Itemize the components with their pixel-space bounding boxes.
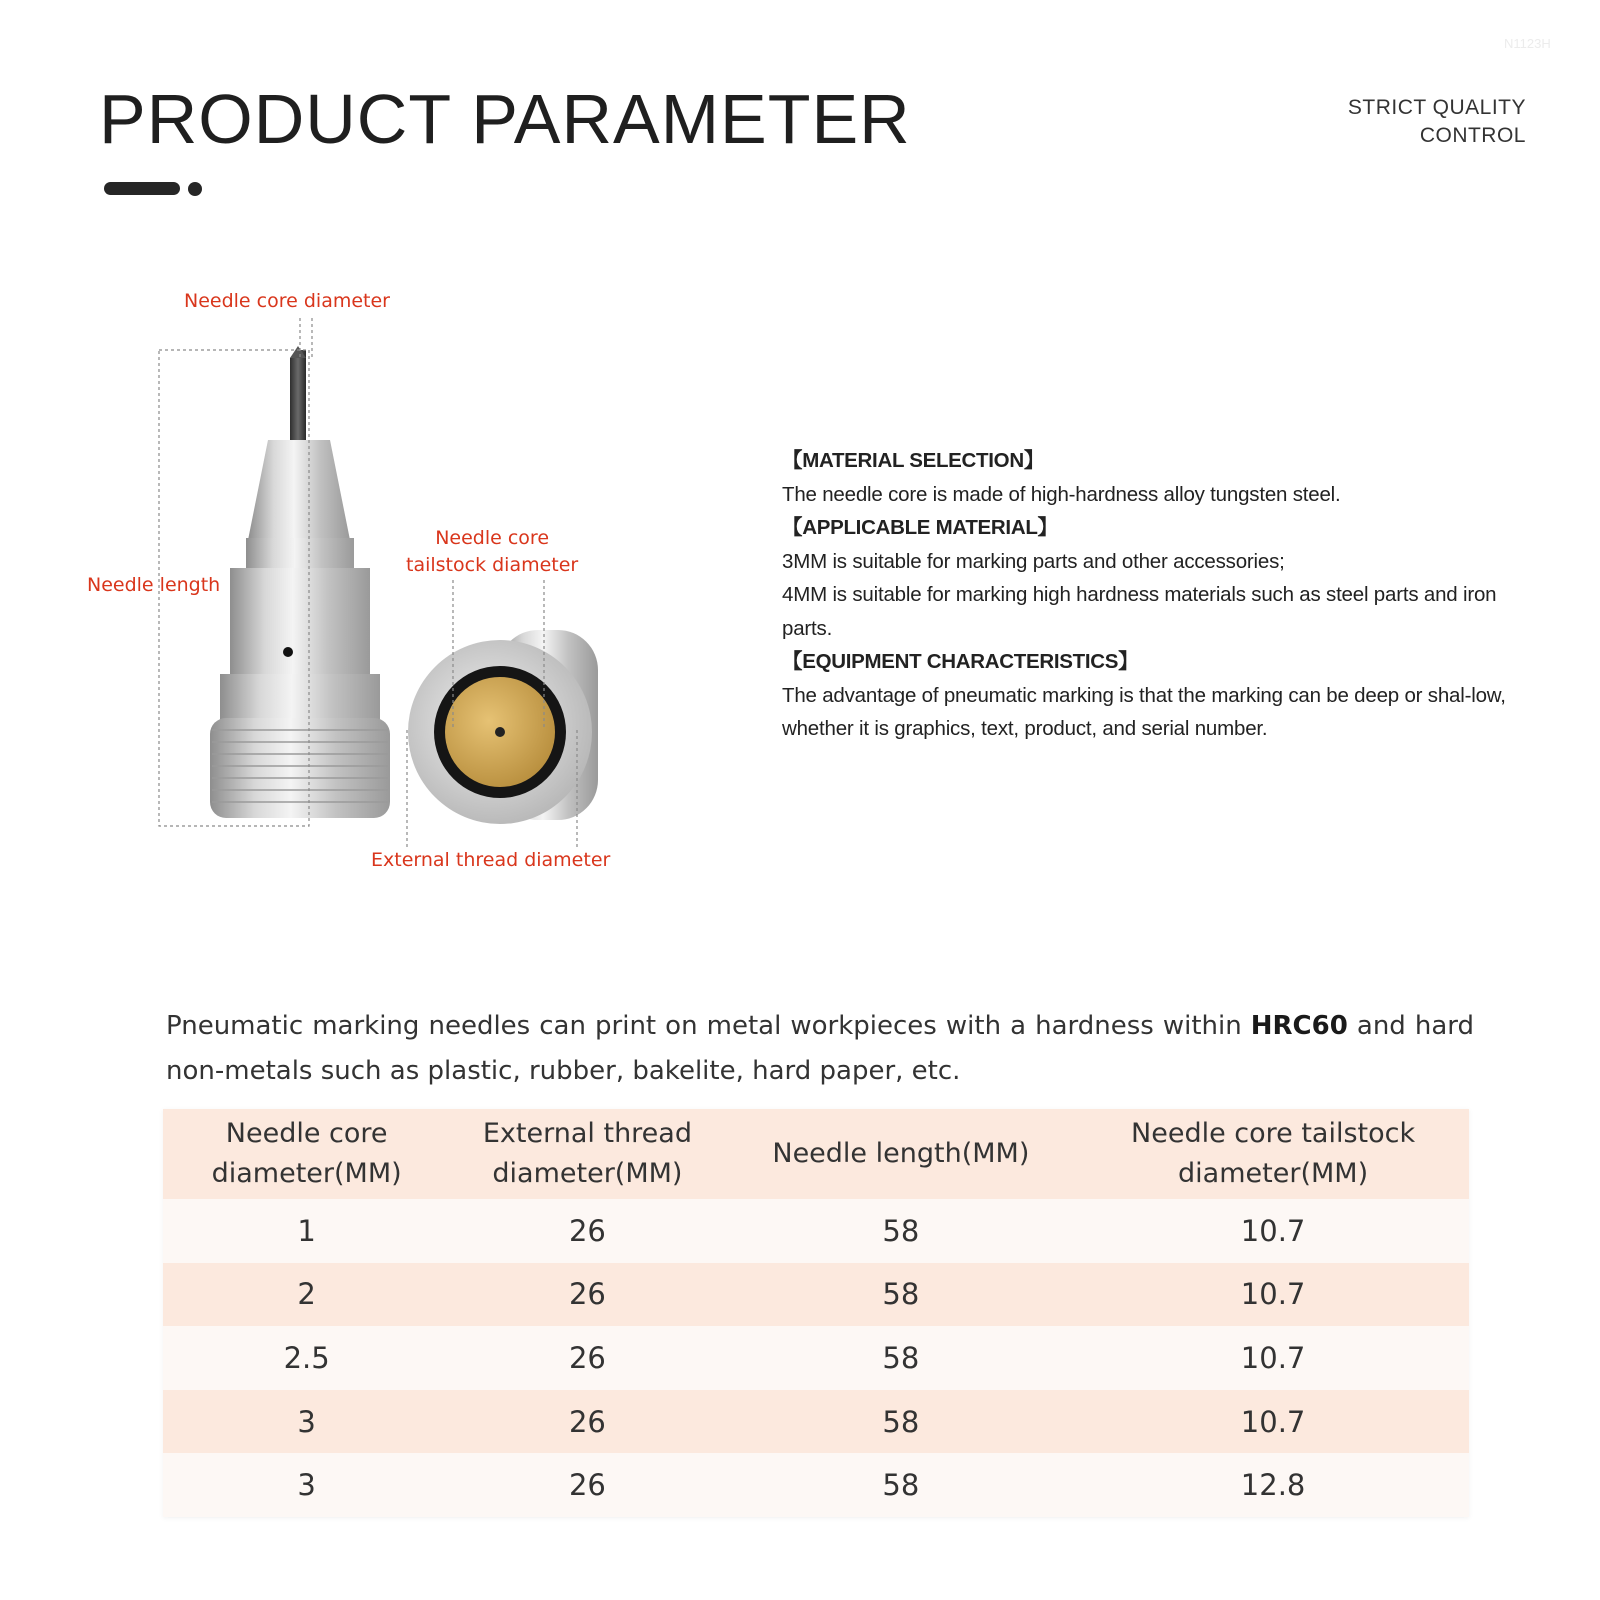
table-cell: 12.8 xyxy=(1240,1468,1306,1503)
table-cell: 10.7 xyxy=(1240,1213,1306,1248)
table-cell: 26 xyxy=(568,1340,606,1375)
table-cell: 26 xyxy=(568,1277,606,1312)
callout-tailstock-line-1: Needle core xyxy=(435,527,550,549)
heading-material-selection: 【MATERIAL SELECTION】 xyxy=(782,449,1045,472)
heading-applicable-material: 【APPLICABLE MATERIAL】 xyxy=(782,516,1058,539)
intro-paragraph xyxy=(166,1004,1474,1094)
table-cell: 2.5 xyxy=(283,1340,330,1375)
callout-needle-core-diameter: Needle core diameter xyxy=(184,290,390,312)
title-underline-bar xyxy=(104,182,180,195)
table-cell: 26 xyxy=(568,1468,606,1503)
column-header-needle-core xyxy=(163,1109,450,1199)
table-cell: 58 xyxy=(882,1340,920,1375)
table-cell: 10.7 xyxy=(1240,1277,1306,1312)
table-cell: 3 xyxy=(297,1468,316,1503)
table-cell: 26 xyxy=(568,1404,606,1439)
column-header-line: Needle core tailstock xyxy=(1131,1118,1416,1149)
table-header-row xyxy=(163,1109,1469,1199)
table-cell: 58 xyxy=(882,1213,920,1248)
table-row xyxy=(163,1199,1469,1263)
text-equipment-characteristics: The advantage of pneumatic marking is that the marking can be deep or shal-low, whether it is graphics, text, product, and serial number. xyxy=(782,683,1506,740)
callout-tailstock-line-2: tailstock diameter xyxy=(406,554,579,576)
tagline-line-2: CONTROL xyxy=(1419,124,1526,147)
page-title: PRODUCT PARAMETER xyxy=(99,80,911,158)
tagline-line-1: STRICT QUALITY xyxy=(1347,96,1526,119)
intro-text-start: Pneumatic marking needles can print on metal workpieces with a hardness within xyxy=(166,1011,1251,1041)
text-applicable-material-2: 4MM is suitable for marking high hardness materials such as steel parts and iron parts. xyxy=(782,583,1497,640)
needle-body xyxy=(210,346,390,818)
table-row xyxy=(163,1453,1469,1517)
column-header-line: Needle core xyxy=(225,1118,388,1149)
column-header-line: External thread xyxy=(482,1118,692,1149)
heading-equipment-characteristics: 【EQUIPMENT CHARACTERISTICS】 xyxy=(782,650,1139,673)
table-cell: 26 xyxy=(568,1213,606,1248)
column-header-tailstock xyxy=(1077,1109,1469,1199)
column-header-line: Needle length(MM) xyxy=(772,1138,1030,1169)
watermark-code: N1123H xyxy=(1504,36,1551,51)
column-header-external-thread xyxy=(450,1109,724,1199)
table-row xyxy=(163,1326,1469,1390)
table-cell: 10.7 xyxy=(1240,1340,1306,1375)
quality-tagline xyxy=(1348,94,1526,150)
product-details xyxy=(782,444,1524,746)
table-cell: 58 xyxy=(882,1404,920,1439)
callout-needle-length: Needle length xyxy=(87,574,221,596)
table-cell: 1 xyxy=(297,1213,316,1248)
table-row xyxy=(163,1390,1469,1454)
product-figure xyxy=(80,290,660,910)
table-cell: 10.7 xyxy=(1240,1404,1306,1439)
needle-base-end xyxy=(408,630,598,824)
column-header-line: diameter(MM) xyxy=(492,1158,683,1189)
column-header-line: diameter(MM) xyxy=(211,1158,402,1189)
marking-needle-illustration xyxy=(80,290,660,910)
callout-tailstock-diameter xyxy=(406,525,578,579)
text-material-selection: The needle core is made of high-hardness alloy tungsten steel. xyxy=(782,482,1341,506)
intro-text-end: and hard non-metals such as plastic, rubber, bakelite, hard paper, etc. xyxy=(166,1011,1475,1086)
parameter-table xyxy=(163,1109,1469,1517)
table-cell: 58 xyxy=(882,1468,920,1503)
column-header-line: diameter(MM) xyxy=(1178,1158,1369,1189)
table-cell: 58 xyxy=(882,1277,920,1312)
text-applicable-material-1: 3MM is suitable for marking parts and other accessories; xyxy=(782,549,1285,573)
intro-hardness-value: HRC60 xyxy=(1250,1011,1348,1041)
table-row xyxy=(163,1263,1469,1327)
column-header-needle-length xyxy=(725,1109,1078,1199)
table-cell: 3 xyxy=(297,1404,316,1439)
title-underline-dot xyxy=(188,182,202,196)
callout-external-thread-diameter: External thread diameter xyxy=(371,849,611,871)
table-cell: 2 xyxy=(297,1277,316,1312)
